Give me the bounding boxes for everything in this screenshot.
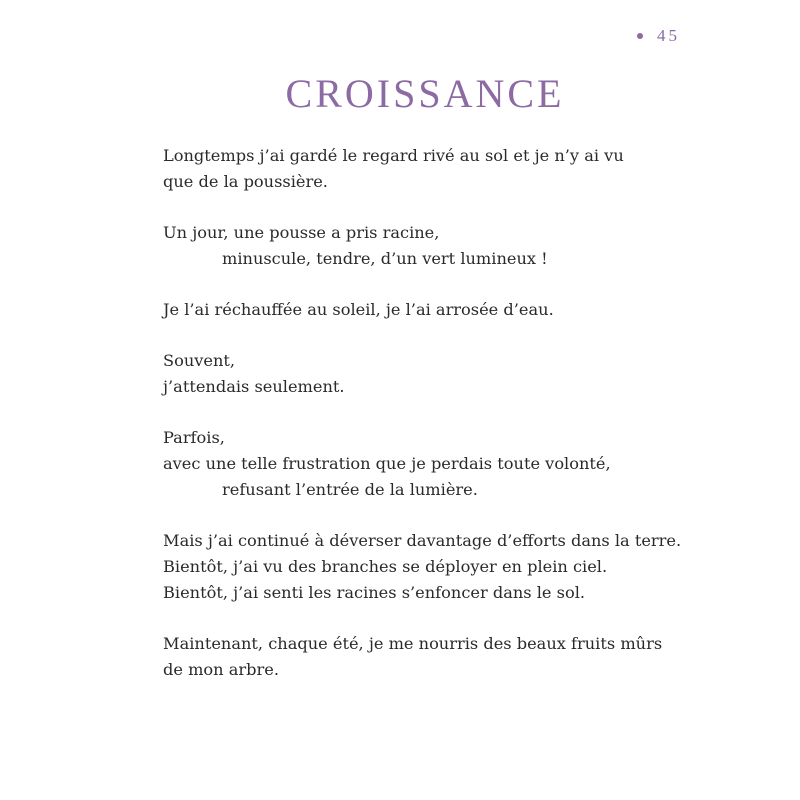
poem-line: avec une telle frustration que je perdais toute volonté,: [163, 454, 611, 473]
poem-line: j’attendais seulement.: [163, 377, 345, 396]
poem-line: Longtemps j’ai gardé le regard rivé au sol et je n’y ai vu: [163, 146, 624, 165]
poem-line-indented: refusant l’entrée de la lumière.: [222, 480, 478, 499]
poem-line: Maintenant, chaque été, je me nourris des beaux fruits mûrs: [163, 634, 663, 653]
poem-line: Bientôt, j’ai vu des branches se déployer en plein ciel.: [163, 557, 608, 576]
poem-line: Parfois,: [163, 428, 225, 447]
poem-line: que de la poussière.: [163, 172, 328, 191]
poem-line: Je l’ai réchauffée au soleil, je l’ai arrosée d’eau.: [163, 300, 554, 319]
page-number-text: 45: [657, 26, 680, 45]
poem-line: Bientôt, j’ai senti les racines s’enfoncer dans le sol.: [163, 583, 586, 602]
stanza-6: [163, 528, 743, 606]
poem-title: CROISSANCE: [285, 71, 565, 116]
poem-line: Un jour, une pousse a pris racine,: [163, 223, 440, 242]
poem-line: Mais j’ai continué à déverser davantage d’efforts dans la terre.: [163, 531, 682, 550]
page-number: [637, 26, 680, 46]
poem-line: Souvent,: [163, 351, 236, 370]
stanza-4: [163, 348, 743, 400]
bullet-icon: [637, 33, 643, 39]
stanza-5: [163, 425, 743, 503]
poem-line: de mon arbre.: [163, 660, 279, 679]
stanza-3: [163, 297, 743, 323]
poem-line-indented: minuscule, tendre, d’un vert lumineux !: [222, 249, 548, 268]
stanza-2: [163, 220, 743, 272]
poem-body: [163, 143, 743, 708]
stanza-1: [163, 143, 743, 195]
stanza-7: [163, 631, 743, 683]
